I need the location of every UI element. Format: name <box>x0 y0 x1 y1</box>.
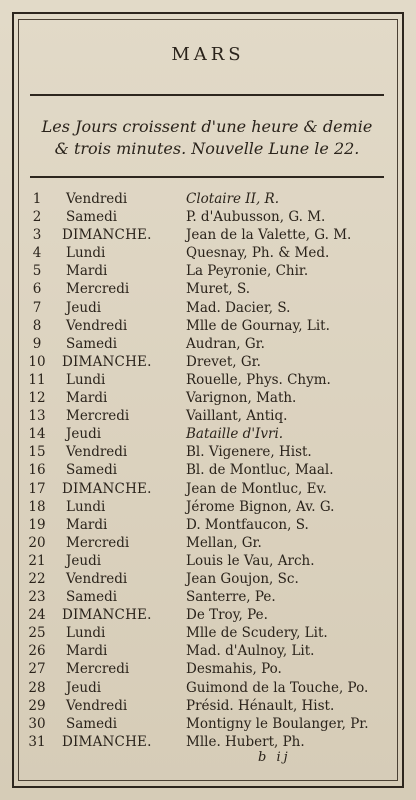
day-number: 13 <box>28 408 46 425</box>
commemoration: Jean de la Valette, G. M. <box>186 227 352 244</box>
day-number: 2 <box>32 209 42 226</box>
commemoration: Clotaire II, R. <box>186 191 280 207</box>
weekday-name: Lundi <box>66 625 106 642</box>
calendar-day-row <box>0 624 416 642</box>
calendar-day-row <box>0 389 416 407</box>
day-number: 1 <box>32 191 42 207</box>
calendar-day-row <box>0 733 416 751</box>
day-number: 26 <box>28 643 46 660</box>
commemoration: Drevet, Gr. <box>186 353 261 370</box>
commemoration: Mlle. Hubert, Ph. <box>186 733 305 750</box>
day-number: 15 <box>28 444 46 461</box>
calendar-day-row <box>0 299 416 317</box>
commemoration: Mellan, Gr. <box>186 534 262 551</box>
day-number: 12 <box>28 390 46 407</box>
commemoration: D. Montfaucon, S. <box>186 516 309 533</box>
weekday-name: Vendredi <box>66 570 128 587</box>
commemoration: Audran, Gr. <box>186 335 265 352</box>
weekday-name: DIMANCHE. <box>62 733 152 750</box>
calendar-day-row <box>0 606 416 624</box>
weekday-name: Samedi <box>66 209 118 226</box>
calendar-day-row <box>0 280 416 298</box>
commemoration: P. d'Aubusson, G. M. <box>186 209 326 226</box>
commemoration: Mad. d'Aulnoy, Lit. <box>186 643 315 660</box>
weekday-name: Jeudi <box>66 426 102 443</box>
calendar-day-row <box>0 679 416 697</box>
calendar-day-row <box>0 498 416 516</box>
day-number: 5 <box>32 263 42 280</box>
weekday-name: Mercredi <box>66 281 130 298</box>
calendar-day-row <box>0 588 416 606</box>
day-number: 17 <box>28 480 46 497</box>
weekday-name: Jeudi <box>66 552 102 569</box>
calendar-day-row <box>0 335 416 353</box>
commemoration: Santerre, Pe. <box>186 589 276 606</box>
day-number: 24 <box>28 607 46 624</box>
day-number: 20 <box>28 534 46 551</box>
calendar-day-row <box>0 480 416 498</box>
weekday-name: Mercredi <box>66 661 130 678</box>
day-number: 18 <box>28 498 46 515</box>
commemoration: Jérome Bignon, Av. G. <box>186 498 335 515</box>
commemoration: Muret, S. <box>186 281 251 298</box>
weekday-name: DIMANCHE. <box>62 607 152 624</box>
weekday-name: Lundi <box>66 498 106 515</box>
day-number: 11 <box>28 371 46 388</box>
day-number: 28 <box>28 679 46 696</box>
day-number: 23 <box>28 589 46 606</box>
commemoration: Desmahis, Po. <box>186 661 282 678</box>
day-number: 8 <box>32 317 42 334</box>
commemoration: Louis le Vau, Arch. <box>186 552 315 569</box>
weekday-name: Samedi <box>66 589 118 606</box>
weekday-name: DIMANCHE. <box>62 480 152 497</box>
weekday-name: Mercredi <box>66 408 130 425</box>
day-number: 4 <box>32 245 42 262</box>
commemoration: Rouelle, Phys. Chym. <box>186 371 331 388</box>
weekday-name: Mardi <box>66 643 108 660</box>
commemoration: Quesnay, Ph. & Med. <box>186 245 330 262</box>
commemoration: Mlle de Gournay, Lit. <box>186 317 330 334</box>
commemoration: Varignon, Math. <box>186 390 297 407</box>
day-number: 30 <box>28 715 46 732</box>
day-number: 25 <box>28 625 46 642</box>
calendar-day-row <box>0 425 416 443</box>
calendar-day-row <box>0 407 416 425</box>
weekday-name: Mardi <box>66 263 108 280</box>
calendar-day-row <box>0 317 416 335</box>
day-number: 22 <box>28 570 46 587</box>
commemoration: Guimond de la Touche, Po. <box>186 679 369 696</box>
calendar-day-row <box>0 226 416 244</box>
calendar-day-list <box>0 190 416 751</box>
weekday-name: Vendredi <box>66 191 128 207</box>
weekday-name: Lundi <box>66 371 106 388</box>
weekday-name: Vendredi <box>66 317 128 334</box>
commemoration: Mlle de Scudery, Lit. <box>186 625 328 642</box>
day-number: 14 <box>28 426 46 443</box>
day-number: 7 <box>32 299 42 316</box>
commemoration: Vaillant, Antiq. <box>186 408 288 425</box>
day-number: 27 <box>28 661 46 678</box>
weekday-name: Lundi <box>66 245 106 262</box>
commemoration: Bl. de Montluc, Maal. <box>186 462 334 479</box>
calendar-day-row <box>0 262 416 280</box>
day-number: 6 <box>32 281 42 298</box>
commemoration: Bl. Vigenere, Hist. <box>186 444 312 461</box>
day-number: 29 <box>28 697 46 714</box>
calendar-day-row <box>0 697 416 715</box>
day-number: 3 <box>32 227 42 244</box>
commemoration: Jean de Montluc, Ev. <box>186 480 327 497</box>
weekday-name: Vendredi <box>66 444 128 461</box>
calendar-day-row <box>0 371 416 389</box>
weekday-name: DIMANCHE. <box>62 353 152 370</box>
calendar-day-row <box>0 353 416 371</box>
calendar-day-row <box>0 190 416 208</box>
calendar-rule <box>30 176 384 178</box>
calendar-day-row <box>0 570 416 588</box>
commemoration: Bataille d'Ivri. <box>186 426 284 443</box>
calendar-day-row <box>0 660 416 678</box>
daylight-note-line-1: Les Jours croissent d'une heure & demie <box>41 117 373 136</box>
weekday-name: Vendredi <box>66 697 128 714</box>
weekday-name: Mercredi <box>66 534 130 551</box>
day-number: 19 <box>28 516 46 533</box>
weekday-name: DIMANCHE. <box>62 227 152 244</box>
commemoration: Présid. Hénault, Hist. <box>186 697 335 714</box>
calendar-day-row <box>0 534 416 552</box>
calendar-day-row <box>0 516 416 534</box>
title-rule <box>30 94 384 96</box>
day-number: 10 <box>28 353 46 370</box>
calendar-day-row <box>0 642 416 660</box>
commemoration: Jean Goujon, Sc. <box>186 570 299 587</box>
day-number: 21 <box>28 552 46 569</box>
weekday-name: Jeudi <box>66 299 102 316</box>
weekday-name: Samedi <box>66 462 118 479</box>
day-number: 31 <box>28 733 46 750</box>
commemoration: Montigny le Boulanger, Pr. <box>186 715 369 732</box>
commemoration: De Troy, Pe. <box>186 607 268 624</box>
calendar-day-row <box>0 208 416 226</box>
commemoration: La Peyronie, Chir. <box>186 263 309 280</box>
daylight-note-line-2: & trois minutes. Nouvelle Lune le 22. <box>54 139 360 158</box>
weekday-name: Samedi <box>66 335 118 352</box>
weekday-name: Samedi <box>66 715 118 732</box>
calendar-day-row <box>0 715 416 733</box>
calendar-day-row <box>0 552 416 570</box>
month-title: MARS <box>171 44 245 65</box>
day-number: 16 <box>28 462 46 479</box>
calendar-day-row <box>0 244 416 262</box>
calendar-day-row <box>0 443 416 461</box>
commemoration: Mad. Dacier, S. <box>186 299 291 316</box>
weekday-name: Mardi <box>66 390 108 407</box>
calendar-day-row <box>0 461 416 479</box>
weekday-name: Mardi <box>66 516 108 533</box>
daylight-note <box>30 116 384 160</box>
weekday-name: Jeudi <box>66 679 102 696</box>
day-number: 9 <box>32 335 42 352</box>
signature-mark: b ij <box>258 750 291 765</box>
